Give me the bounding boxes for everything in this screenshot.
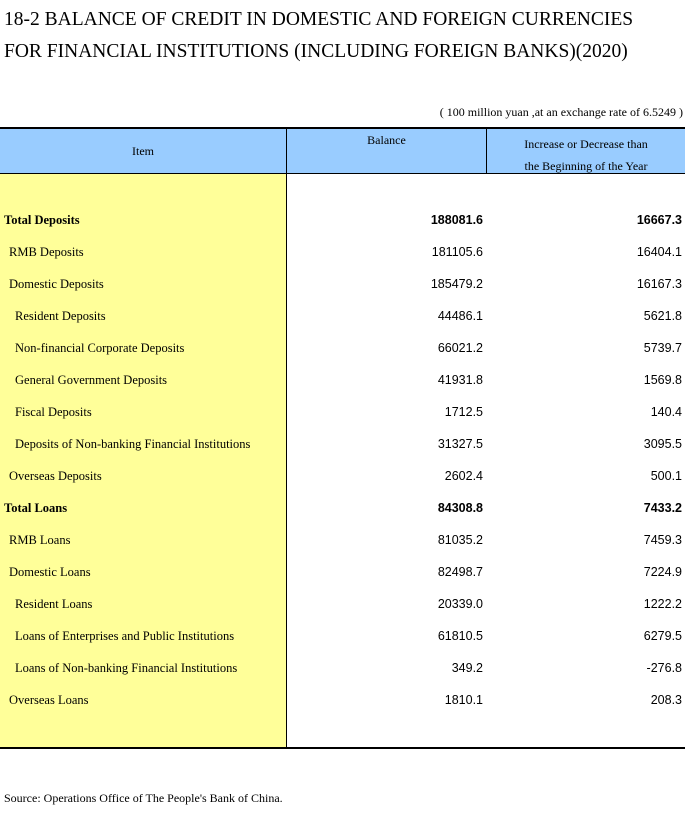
header-balance: Balance: [367, 133, 406, 147]
row-balance: 188081.6: [430, 213, 483, 227]
header-change: [487, 133, 685, 177]
row-change: 5621.8: [643, 309, 682, 323]
table-row: [0, 333, 685, 365]
header-item: [0, 129, 286, 173]
table-row: [0, 301, 685, 333]
row-change: 1222.2: [643, 597, 682, 611]
table-row: [0, 397, 685, 429]
table-body: [0, 205, 685, 717]
row-label: RMB Loans: [9, 533, 71, 547]
row-balance: 20339.0: [437, 597, 483, 611]
row-label: Fiscal Deposits: [15, 405, 92, 419]
table-row: [0, 429, 685, 461]
table-row: [0, 365, 685, 397]
row-change: 208.3: [650, 693, 682, 707]
row-label: Resident Loans: [15, 597, 93, 611]
row-label: Domestic Deposits: [9, 277, 104, 291]
row-label: Domestic Loans: [9, 565, 91, 579]
row-balance: 185479.2: [430, 277, 483, 291]
row-change: 7224.9: [643, 565, 682, 579]
table-row: [0, 237, 685, 269]
table-row: [0, 589, 685, 621]
row-balance: 181105.6: [431, 245, 483, 259]
row-balance: 1712.5: [444, 405, 483, 419]
row-label: Deposits of Non-banking Financial Institutions: [15, 437, 251, 451]
table-row: [0, 653, 685, 685]
row-change: 16667.3: [636, 213, 682, 227]
table-row: [0, 205, 685, 237]
row-balance: 41931.8: [437, 373, 483, 387]
row-label: RMB Deposits: [9, 245, 84, 259]
row-label: Resident Deposits: [15, 309, 106, 323]
row-change: 500.1: [650, 469, 682, 483]
row-balance: 31327.5: [437, 437, 483, 451]
row-change: 16404.1: [636, 245, 682, 259]
row-change: 140.4: [650, 405, 682, 419]
table-row: [0, 461, 685, 493]
row-change: 5739.7: [643, 341, 682, 355]
row-change: -276.8: [646, 661, 682, 675]
row-balance: 81035.2: [437, 533, 483, 547]
table-title: [4, 4, 684, 68]
table-row: [0, 269, 685, 301]
table-row: [0, 557, 685, 589]
row-balance: 1810.1: [444, 693, 483, 707]
table-row: [0, 493, 685, 525]
row-balance: 2602.4: [444, 469, 483, 483]
row-label: Non-financial Corporate Deposits: [15, 341, 185, 355]
table-bottom-rule: [0, 747, 685, 749]
row-label: Total Loans: [4, 501, 68, 515]
row-balance: 349.2: [451, 661, 483, 675]
row-label: Overseas Loans: [9, 693, 89, 707]
row-balance: 61810.5: [437, 629, 483, 643]
table-row: [0, 525, 685, 557]
row-change: 1569.8: [643, 373, 682, 387]
row-change: 6279.5: [643, 629, 682, 643]
header-change-line-2: the Beginning of the Year: [524, 159, 648, 173]
row-change: 16167.3: [636, 277, 682, 291]
header-change-line-1: Increase or Decrease than: [524, 137, 648, 151]
row-balance: 44486.1: [437, 309, 483, 323]
row-label: Loans of Non-banking Financial Institutions: [15, 661, 238, 675]
row-label: Total Deposits: [4, 213, 80, 227]
credit-balance-table: [0, 127, 685, 749]
row-change: 3095.5: [643, 437, 682, 451]
table-row: [0, 621, 685, 653]
row-label: Overseas Deposits: [9, 469, 102, 483]
source-note: Source: Operations Office of The People's Bank of China.: [4, 791, 283, 805]
row-balance: 84308.8: [437, 501, 483, 515]
header-item-label: Item: [132, 143, 154, 158]
row-change: 7459.3: [643, 533, 682, 547]
row-change: 7433.2: [643, 501, 682, 515]
row-label: Loans of Enterprises and Public Institutions: [15, 629, 235, 643]
table-row: [0, 685, 685, 717]
unit-note: ( 100 million yuan ,at an exchange rate of 6.5249 ): [439, 105, 683, 119]
title-line-1: 18-2 BALANCE OF CREDIT IN DOMESTIC AND FOREIGN CURRENCIES: [4, 9, 634, 30]
row-label: General Government Deposits: [15, 373, 168, 387]
row-balance: 82498.7: [437, 565, 483, 579]
row-balance: 66021.2: [437, 341, 483, 355]
title-line-2: FOR FINANCIAL INSTITUTIONS (INCLUDING FOREIGN BANKS)(2020): [4, 41, 628, 62]
